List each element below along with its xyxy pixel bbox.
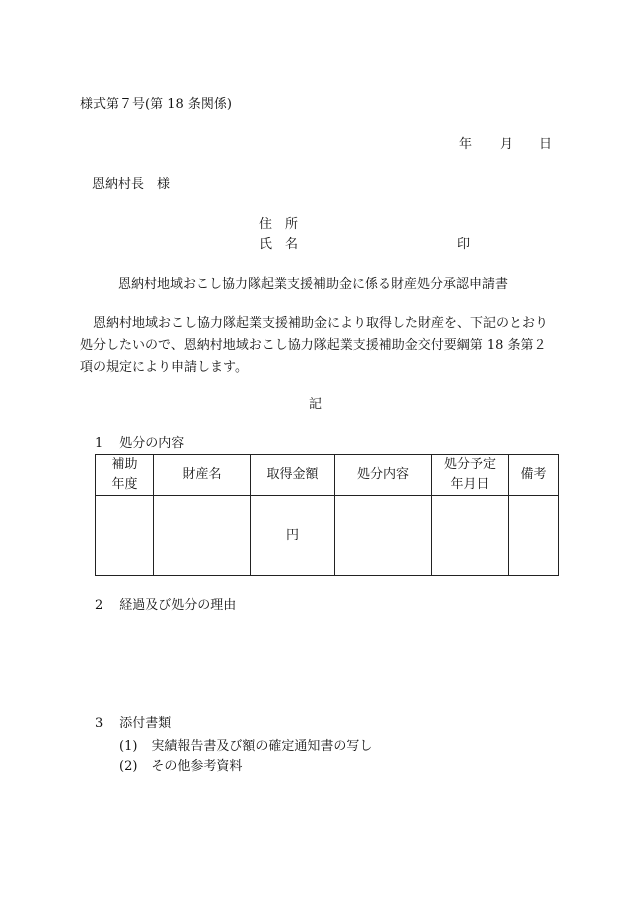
cell-planned-date[interactable]: [432, 496, 509, 576]
form-number: 様式第７号(第 18 条関係): [80, 97, 232, 112]
date-month-label: 月: [500, 137, 514, 152]
header-planned-date: 処分予定 年月日: [432, 455, 509, 496]
section-3-number: 3: [95, 716, 104, 731]
disposal-table: [95, 454, 559, 576]
attachment-2-text: その他参考資料: [151, 759, 243, 774]
header-acquisition-amount: 取得金額: [251, 455, 335, 496]
section-1-title: 処分の内容: [119, 436, 185, 451]
address-label: 住 所: [259, 217, 299, 232]
ki-heading: 記: [309, 397, 323, 412]
attachment-2-number: (2): [119, 759, 138, 774]
cell-remarks[interactable]: [509, 496, 559, 576]
table-header-row: [96, 455, 559, 496]
section-3-title: 添付書類: [119, 716, 172, 731]
seal-mark: 印: [457, 237, 471, 252]
attachment-item: [119, 739, 372, 755]
section-3-heading: [95, 716, 171, 732]
body-paragraph: 恩納村地域おこし協力隊起業支援補助金により取得した財産を、下記のとおり処分したいので、恩納村地域おこし協力隊起業支援補助金交付要綱第 18 条第２項の規定により申請します。: [80, 316, 549, 375]
date-day-label: 日: [539, 137, 553, 152]
section-2-heading: [95, 598, 236, 614]
header-disposal-content: 処分内容: [335, 455, 432, 496]
header-property-name: 財産名: [154, 455, 251, 496]
attachment-1-number: (1): [119, 739, 138, 754]
addressee: 恩納村長 様: [92, 177, 171, 192]
cell-acquisition-amount[interactable]: [251, 496, 335, 576]
section-1-number: 1: [95, 436, 104, 451]
date-year-label: 年: [459, 137, 473, 152]
cell-property-name[interactable]: [154, 496, 251, 576]
document-title: 恩納村地域おこし協力隊起業支援補助金に係る財産処分承認申請書: [118, 277, 509, 292]
yen-unit: 円: [285, 527, 299, 543]
cell-subsidy-year[interactable]: [96, 496, 154, 576]
attachment-1-text: 実績報告書及び額の確定通知書の写し: [151, 739, 373, 754]
header-remarks: 備考: [509, 455, 559, 496]
section-1-heading: [95, 436, 184, 452]
header-subsidy-year: 補助 年度: [96, 455, 154, 496]
table-row: [96, 496, 559, 576]
attachment-item: [119, 759, 242, 775]
section-2-title: 経過及び処分の理由: [119, 598, 237, 613]
name-label: 氏 名: [259, 237, 299, 252]
cell-disposal-content[interactable]: [335, 496, 432, 576]
section-2-number: 2: [95, 598, 104, 613]
